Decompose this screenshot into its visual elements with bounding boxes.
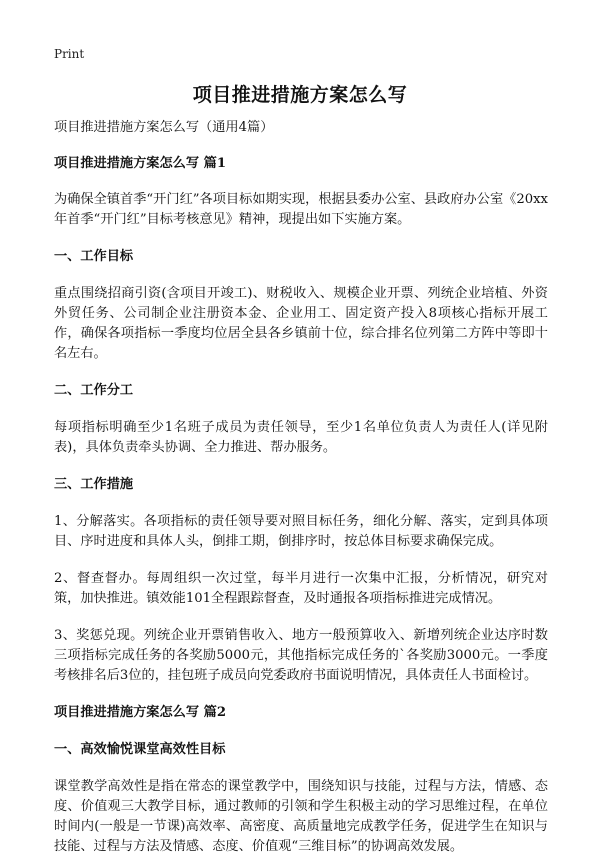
article-2-section-1-heading: 一、高效愉悦课堂高效性目标 <box>54 742 226 757</box>
section-3-paragraph-3: 3、奖惩兑现。列统企业开票销售收入、地方一般预算收入、新增列统企业达序时数三项指标完成任务的各奖励5000元，其他指标完成任务的`各奖励3000元。一季度考核排名后3位的，挂包班子成员向党委政府书面说明情况，具体责任人书面检讨。 <box>54 628 548 683</box>
section-3-paragraph-2: 2、督查督办。每周组织一次过堂，每半月进行一次集中汇报，分析情况，研究对策，加快推进。镇效能101全程跟踪督查，及时通报各项指标推进完成情况。 <box>54 571 548 606</box>
section-2-heading: 二、工作分工 <box>54 383 134 398</box>
document-subtitle: 项目推进措施方案怎么写（通用4篇） <box>54 120 274 135</box>
section-3-heading: 三、工作措施 <box>54 477 134 492</box>
article-1-heading: 项目推进措施方案怎么写 篇1 <box>54 156 227 171</box>
print-link[interactable]: Print <box>54 47 85 61</box>
section-1-heading: 一、工作目标 <box>54 249 134 264</box>
article-1-intro: 为确保全镇首季“开门红”各项目标如期实现，根据县委办公室、县政府办公室《20xx年首季“开门红”目标考核意见》精神，现提出如下实施方案。 <box>54 192 548 227</box>
document-body <box>54 118 548 857</box>
section-3-paragraph-1: 1、分解落实。各项指标的责任领导要对照目标任务，细化分解、落实，定到具体项目、序时进度和具体人头，倒排工期，倒排序时，按总体目标要求确保完成。 <box>54 514 548 549</box>
article-2-heading: 项目推进措施方案怎么写 篇2 <box>54 705 227 720</box>
section-2-paragraph: 每项指标明确至少1名班子成员为责任领导，至少1名单位负责人为责任人(详见附表)，具体负责牵头协调、全力推进、帮办服务。 <box>54 420 548 455</box>
section-1-paragraph: 重点围绕招商引资(含项目开竣工)、财税收入、规模企业开票、列统企业培植、外资外贸任务、公司制企业注册资本金、企业用工、固定资产投入8项核心指标开展工作，确保各项指标一季度均位居全县各乡镇前十位，综合排名位列第二方阵中等即十名左右。 <box>54 286 548 361</box>
article-2-section-1-paragraph: 课堂教学高效性是指在常态的课堂教学中，围绕知识与技能，过程与方法，情感、态度、价值观三大教学目标，通过教师的引领和学生积极主动的学习思维过程，在单位时间内(一般是一节课)高效率、高密度、高质量地完成教学任务，促进学生在知识与技能、过程与方法及情感、态度、价值观“三维目标”的协调高效发展。 <box>54 779 548 854</box>
page-title: 项目推进措施方案怎么写 <box>192 84 408 106</box>
